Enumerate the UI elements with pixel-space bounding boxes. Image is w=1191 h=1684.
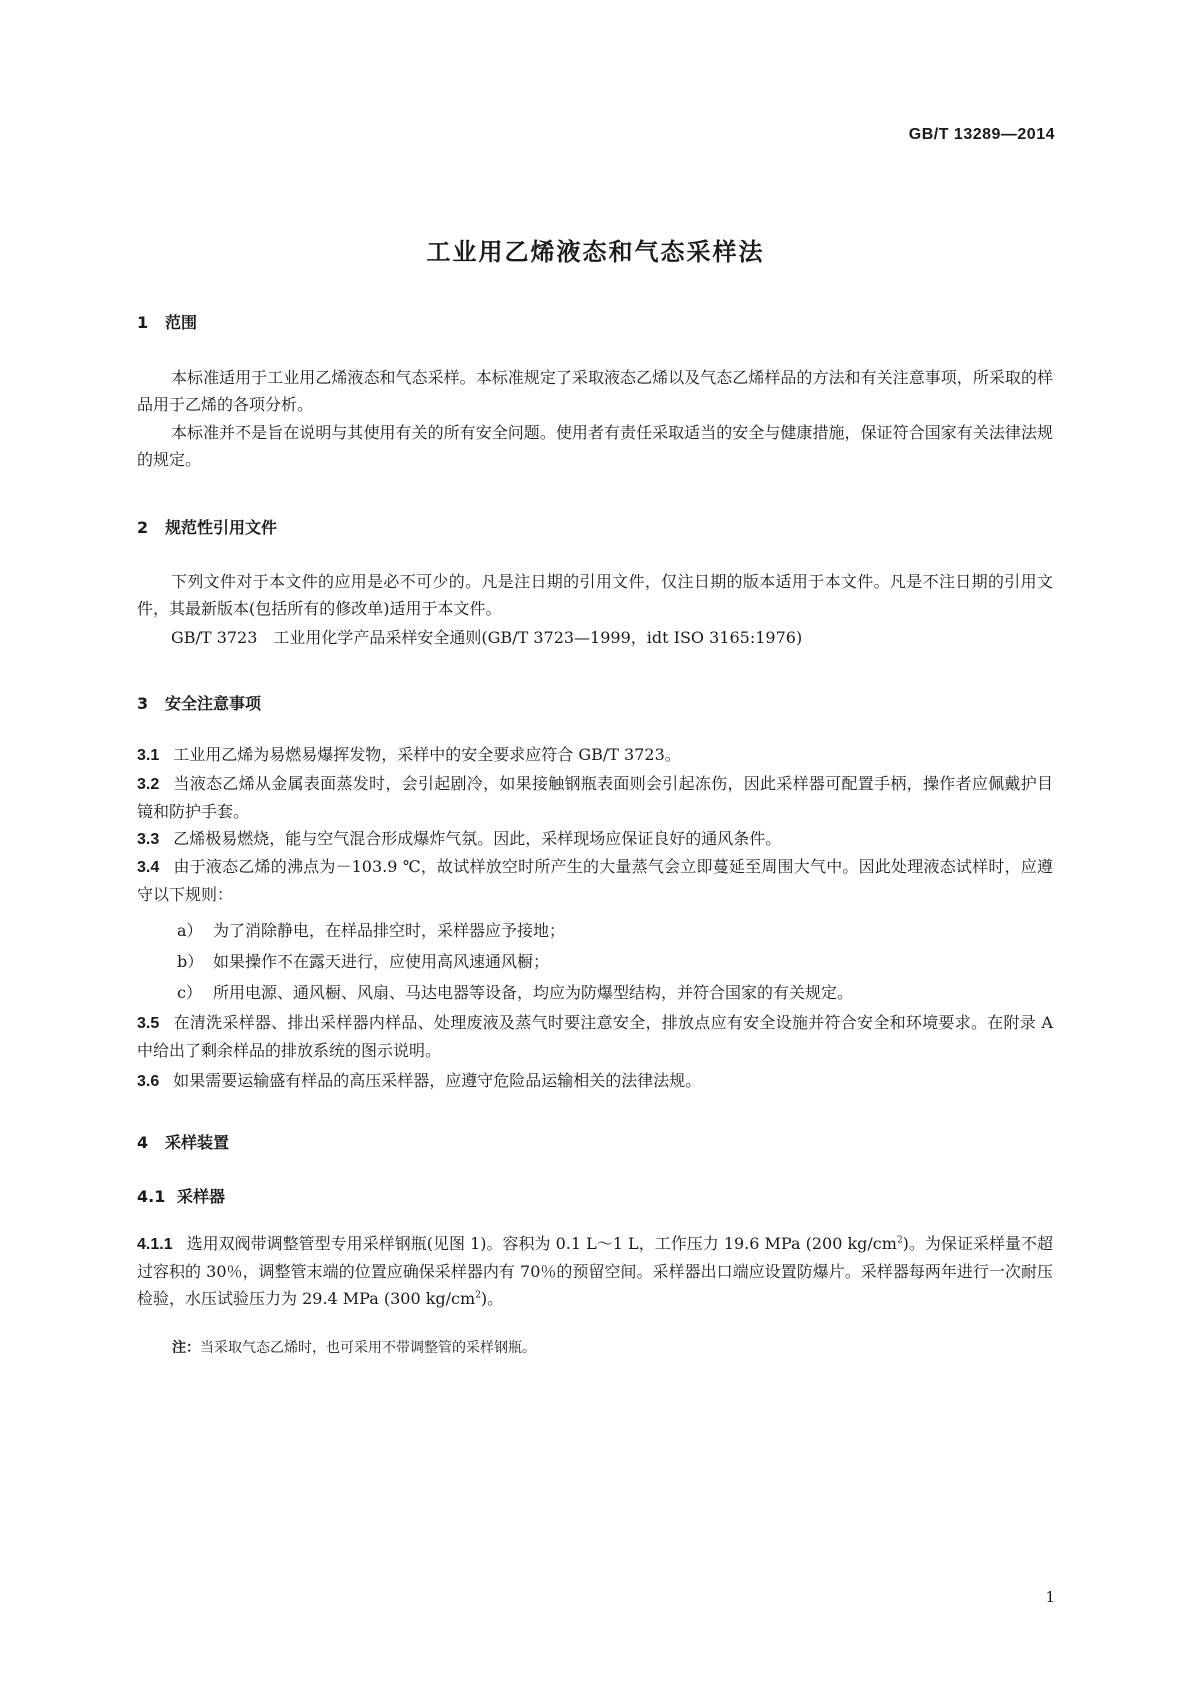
standard-number: GB/T 13289—2014	[908, 126, 1055, 143]
list-item-text: 为了消除静电，在样品排空时，采样器应予接地；	[213, 921, 566, 940]
clause-3-2	[137, 770, 1053, 825]
section-2-paragraph-1: 下列文件对于本文件的应用是必不可少的。凡是注日期的引用文件，仅注日期的版本适用于本文件。凡是不注日期的引用文件，其最新版本(包括所有的修改单)适用于本文件。	[137, 572, 1053, 618]
section-title: 采样装置	[165, 1133, 230, 1152]
section-title: 规范性引用文件	[165, 518, 278, 537]
page-number: 1	[1045, 1588, 1055, 1606]
list-item-c	[177, 979, 853, 1006]
note-text: 当采取气态乙烯时，也可采用不带调整管的采样钢瓶。	[200, 1340, 536, 1356]
clause-number: 4.1.1	[137, 1236, 173, 1253]
clause-text-part-1: 选用双阀带调整管型专用采样钢瓶(见图 1)。容积为 0.1 L～1 L，工作压力 19.6 MPa (200 kg/cm	[186, 1234, 897, 1253]
clause-3-5	[137, 1009, 1053, 1064]
clause-3-1	[137, 741, 1053, 769]
section-number: 4	[137, 1133, 149, 1152]
subsection-4-1-heading	[137, 1184, 225, 1207]
section-number: 3	[137, 694, 149, 713]
clause-number: 3.2	[137, 776, 160, 793]
document-title: 工业用乙烯液态和气态采样法	[426, 238, 765, 266]
clause-3-4	[137, 853, 1053, 908]
clause-text: 在清洗采样器、排出采样器内样品、处理废液及蒸气时要注意安全，排放点应有安全设施并符合安全和环境要求。在附录 A 中给出了剩余样品的排放系统的图示说明。	[137, 1013, 1053, 1060]
section-title: 安全注意事项	[165, 694, 262, 713]
subsection-number: 4.1	[137, 1187, 166, 1206]
clause-text: 由于液态乙烯的沸点为－103.9 ℃，故试样放空时所产生的大量蒸气会立即蔓延至周围大气中。因此处理液态试样时，应遵守以下规则：	[137, 857, 1053, 904]
note	[172, 1337, 536, 1359]
subsection-title: 采样器	[177, 1187, 226, 1206]
clause-text: 如果需要运输盛有样品的高压采样器，应遵守危险品运输相关的法律法规。	[173, 1071, 702, 1090]
section-2-heading	[137, 515, 277, 538]
clause-text: 当液态乙烯从金属表面蒸发时，会引起剧冷，如果接触钢瓶表面则会引起冻伤，因此采样器可配置手柄，操作者应佩戴护目镜和防护手套。	[137, 774, 1053, 821]
clause-text-part-2: )。为保证采样量不超过容积的 30％，调整管末端的位置应确保采样器内有 70％的预留空间。采样器出口端应设置防爆片。采样器每两年进行一次耐压检验，水压试验压力为 29.4 MPa (300 kg/cm	[137, 1234, 1053, 1308]
clause-number: 3.5	[137, 1015, 160, 1032]
list-item-label: a）	[177, 921, 203, 940]
list-item-label: c）	[177, 983, 202, 1002]
clause-text-part-3: )。	[480, 1289, 504, 1308]
list-item-label: b）	[177, 952, 204, 971]
section-number: 1	[137, 313, 149, 332]
clause-text: 工业用乙烯为易燃易爆挥发物，采样中的安全要求应符合 GB/T 3723。	[173, 745, 681, 764]
section-1-paragraph-1: 本标准适用于工业用乙烯液态和气态采样。本标准规定了采取液态乙烯以及气态乙烯样品的方法和有关注意事项，所采取的样品用于乙烯的各项分析。	[137, 368, 1053, 414]
list-item-a	[177, 917, 565, 944]
section-3-heading	[137, 691, 261, 714]
section-number: 2	[137, 518, 149, 537]
clause-3-6	[137, 1067, 1053, 1095]
list-item-b	[177, 948, 549, 975]
section-1-heading	[137, 310, 197, 333]
clause-number: 3.6	[137, 1073, 160, 1090]
superscript: 2	[896, 1235, 903, 1246]
clause-number: 3.4	[137, 859, 160, 876]
clause-number: 3.3	[137, 831, 160, 848]
clause-number: 3.1	[137, 747, 160, 764]
clause-4-1-1	[137, 1230, 1053, 1312]
normative-reference: GB/T 3723 工业用化学产品采样安全通则(GB/T 3723—1999，idt ISO 3165:1976)	[171, 628, 803, 647]
clause-3-3	[137, 825, 1053, 853]
section-4-heading	[137, 1130, 229, 1153]
superscript: 2	[475, 1290, 481, 1301]
section-1-paragraph-2: 本标准并不是旨在说明与其使用有关的所有安全问题。使用者有责任采取适当的安全与健康措施，保证符合国家有关法律法规的规定。	[137, 423, 1053, 469]
clause-text: 乙烯极易燃烧，能与空气混合形成爆炸气氛。因此，采样现场应保证良好的通风条件。	[173, 829, 782, 848]
list-item-text: 如果操作不在露天进行，应使用高风速通风橱；	[213, 952, 550, 971]
note-label: 注：	[172, 1340, 200, 1356]
section-title: 范围	[165, 313, 198, 332]
list-item-text: 所用电源、通风橱、风扇、马达电器等设备，均应为防爆型结构，并符合国家的有关规定。	[213, 983, 854, 1002]
